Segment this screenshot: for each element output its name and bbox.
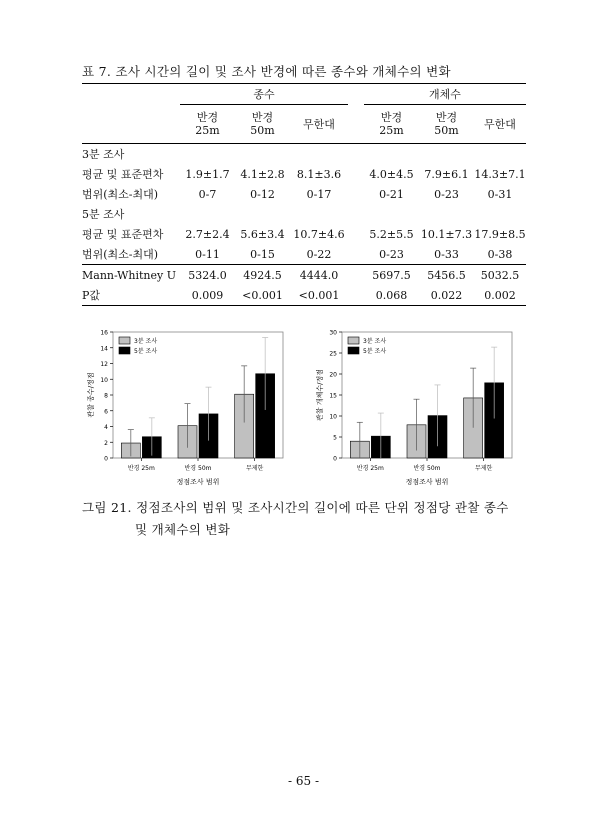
table-cell: 0-11 xyxy=(195,247,220,261)
row-label: 5분 조사 xyxy=(82,207,125,221)
y-axis-label: 관찰 개체수/정점 xyxy=(316,369,324,421)
table-cell: 4924.5 xyxy=(235,265,290,286)
figure-caption xyxy=(82,497,509,541)
table-cell xyxy=(474,204,526,224)
y-tick-label: 30 xyxy=(329,329,337,337)
table-row xyxy=(82,224,526,244)
subheader-cell: 무한대 xyxy=(290,105,348,144)
y-tick-label: 20 xyxy=(329,371,337,379)
column-gap xyxy=(348,144,364,165)
species-chart-svg xyxy=(80,322,300,486)
y-tick-label: 5 xyxy=(333,434,337,442)
x-axis-label: 정점조사 범위 xyxy=(176,478,220,486)
group-header-individuals: 개체수 xyxy=(364,84,526,105)
column-gap xyxy=(348,224,364,244)
legend-label: 5분 조사 xyxy=(134,348,158,355)
column-gap xyxy=(348,285,364,306)
legend-label: 3분 조사 xyxy=(134,338,158,345)
row-label: 평균 및 표준편차 xyxy=(82,167,164,181)
caption-line-1: 그림 21. 정점조사의 범위 및 조사시간의 길이에 따른 단위 정점당 관찰 종수 xyxy=(82,500,509,515)
table-cell: 0-15 xyxy=(250,247,275,261)
table-cell: 4444.0 xyxy=(290,265,348,286)
column-gap xyxy=(348,204,364,224)
table-cell: 0-17 xyxy=(306,187,332,201)
table-row xyxy=(82,204,526,224)
subheader-cell: 반경 50m xyxy=(235,105,290,144)
table-cell: 0-31 xyxy=(487,187,513,201)
subheader-cell: 무한대 xyxy=(474,105,526,144)
subheader-cell: 반경 50m xyxy=(419,105,474,144)
x-tick-label: 반경 25m xyxy=(127,465,155,472)
group-header-species: 종수 xyxy=(180,84,348,105)
y-tick-label: 0 xyxy=(333,455,337,463)
table-cell: 10.1±7.3 xyxy=(420,227,473,241)
table-cell xyxy=(180,204,235,224)
legend-label: 5분 조사 xyxy=(363,348,387,355)
table-row xyxy=(82,265,526,286)
legend-swatch xyxy=(348,337,359,344)
table-cell xyxy=(474,144,526,165)
row-label: 범위(최소-최대) xyxy=(82,247,159,261)
table-cell: 0.009 xyxy=(180,285,235,306)
table-cell xyxy=(180,144,235,165)
x-tick-label: 반경 50m xyxy=(184,465,212,472)
table-cell xyxy=(419,144,474,165)
table-cell: 0-7 xyxy=(198,187,217,201)
x-tick-label: 반경 50m xyxy=(413,465,441,472)
subheader-cell: 반경 25m xyxy=(180,105,235,144)
table-cell xyxy=(290,204,348,224)
table-cell: 0-22 xyxy=(306,247,332,261)
table-row xyxy=(82,164,526,184)
legend-label: 3분 조사 xyxy=(363,338,387,345)
column-gap xyxy=(348,265,364,286)
table-cell: 0-23 xyxy=(379,247,404,261)
table-cell: 0-12 xyxy=(250,187,275,201)
group-header-row xyxy=(82,84,526,105)
table-cell: 0-21 xyxy=(379,187,404,201)
table-cell: 5.2±5.5 xyxy=(369,227,414,241)
table-cell: 0-38 xyxy=(487,247,513,261)
row-label: P값 xyxy=(82,285,180,306)
table-cell: <0.001 xyxy=(235,285,290,306)
x-tick-label: 무제한 xyxy=(245,465,264,472)
table-cell: 8.1±3.6 xyxy=(296,167,342,181)
table-cell: 0-33 xyxy=(434,247,459,261)
table-cell: 1.9±1.7 xyxy=(185,167,230,181)
table-cell: 4.1±2.8 xyxy=(240,167,285,181)
table-cell xyxy=(235,204,290,224)
table-row xyxy=(82,184,526,204)
y-tick-label: 15 xyxy=(329,392,337,400)
table-cell: 5.6±3.4 xyxy=(240,227,285,241)
x-tick-label: 무제한 xyxy=(474,465,493,472)
table-cell xyxy=(364,144,419,165)
individuals-bar-chart xyxy=(309,322,529,486)
table-cell xyxy=(235,144,290,165)
table-cell: 7.9±6.1 xyxy=(424,167,469,181)
y-tick-label: 8 xyxy=(104,392,108,400)
page-number: - 65 - xyxy=(287,774,319,788)
table-cell: 5456.5 xyxy=(419,265,474,286)
table-row xyxy=(82,244,526,265)
table-cell: 14.3±7.1 xyxy=(474,167,526,181)
table-cell: 4.0±4.5 xyxy=(369,167,414,181)
row-label: 범위(최소-최대) xyxy=(82,187,159,201)
y-tick-label: 25 xyxy=(329,350,337,358)
column-gap xyxy=(348,184,364,204)
table-row xyxy=(82,144,526,165)
y-tick-label: 0 xyxy=(104,455,108,463)
table-title: 표 7. 조사 시간의 길이 및 조사 반경에 따른 종수와 개체수의 변화 xyxy=(82,64,451,79)
table-cell: 17.9±8.5 xyxy=(474,227,526,241)
table-row xyxy=(82,285,526,306)
row-label: 3분 조사 xyxy=(82,147,125,161)
table-cell: 5032.5 xyxy=(474,265,526,286)
individuals-chart-svg xyxy=(309,322,529,486)
y-tick-label: 6 xyxy=(104,408,108,416)
y-tick-label: 14 xyxy=(100,345,108,353)
subheader-row xyxy=(82,105,526,144)
y-tick-label: 4 xyxy=(104,424,108,431)
column-gap xyxy=(348,244,364,265)
y-tick-label: 10 xyxy=(329,413,337,421)
species-bar-chart xyxy=(80,322,300,486)
legend-swatch xyxy=(119,347,130,354)
caption-line-2: 및 개체수의 변화 xyxy=(135,522,231,537)
table-cell: 5324.0 xyxy=(180,265,235,286)
row-label: Mann-Whitney U xyxy=(82,265,180,286)
table-cell xyxy=(419,204,474,224)
legend-swatch xyxy=(119,337,130,344)
table-cell: 0-23 xyxy=(434,187,459,201)
table-cell: 0.022 xyxy=(419,285,474,306)
table-cell: 5697.5 xyxy=(364,265,419,286)
legend-swatch xyxy=(348,347,359,354)
y-axis-label: 관찰 종수/정점 xyxy=(87,372,95,418)
x-tick-label: 반경 25m xyxy=(356,465,384,472)
table-cell: 10.7±4.6 xyxy=(293,227,345,241)
subheader-cell: 반경 25m xyxy=(364,105,419,144)
table-cell: 2.7±2.4 xyxy=(185,227,230,241)
table-cell: 0.068 xyxy=(364,285,419,306)
table-cell xyxy=(364,204,419,224)
table-cell: <0.001 xyxy=(290,285,348,306)
results-table xyxy=(82,83,526,306)
y-tick-label: 16 xyxy=(100,329,108,337)
table-cell xyxy=(290,144,348,165)
y-tick-label: 12 xyxy=(100,361,108,368)
column-gap xyxy=(348,164,364,184)
x-axis-label: 정점조사 범위 xyxy=(405,478,449,486)
row-label: 평균 및 표준편차 xyxy=(82,227,164,241)
table-cell: 0.002 xyxy=(474,285,526,306)
y-tick-label: 2 xyxy=(104,439,108,447)
y-tick-label: 10 xyxy=(100,376,108,384)
